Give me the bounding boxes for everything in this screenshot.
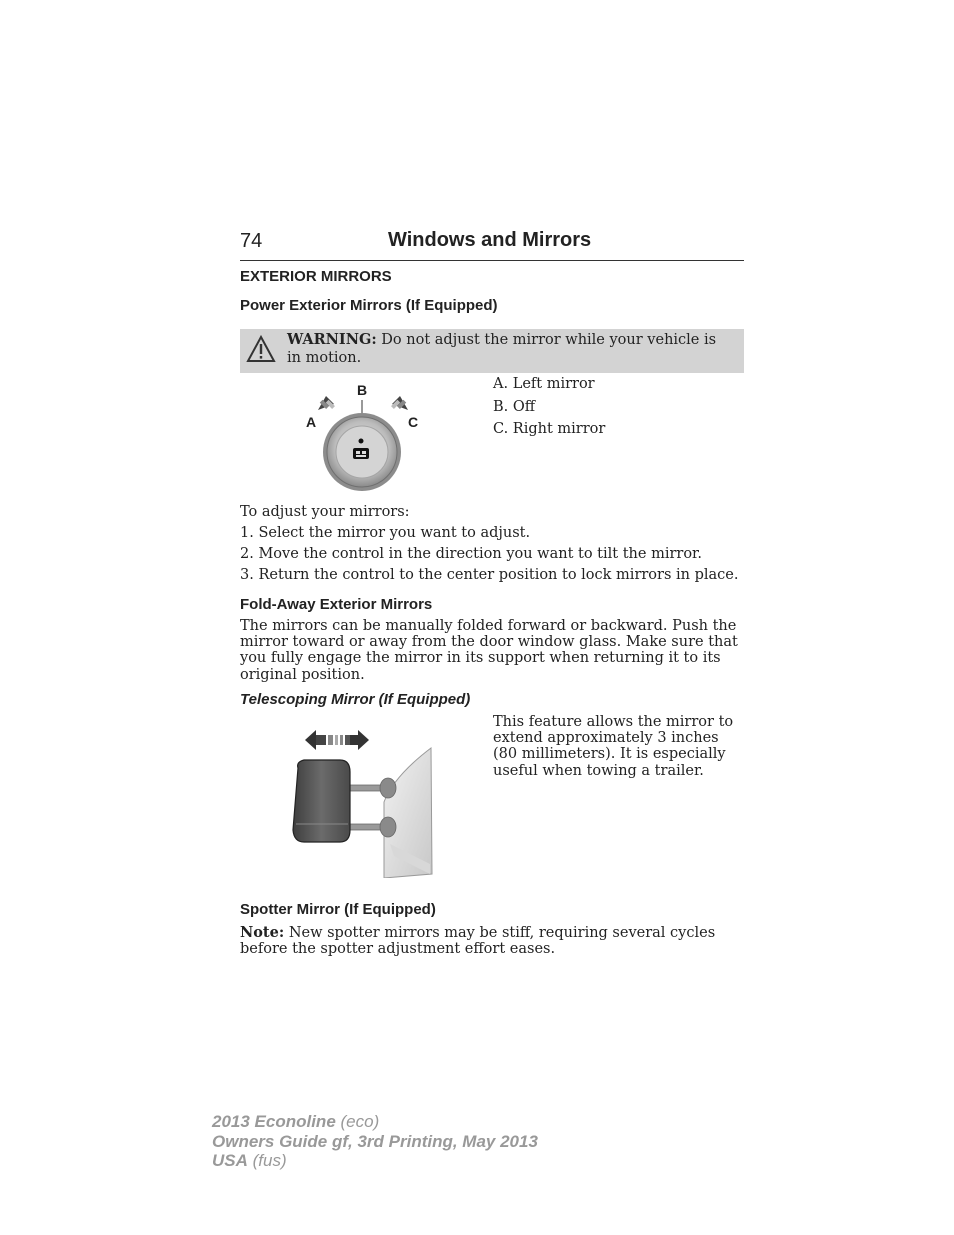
mirror-symbol-icon xyxy=(353,448,369,459)
label-a: A xyxy=(305,414,317,430)
page-footer xyxy=(212,1112,538,1171)
mirror-control-figure xyxy=(298,378,428,496)
spotter-heading: Spotter Mirror (If Equipped) xyxy=(240,901,436,918)
power-mirrors-heading: Power Exterior Mirrors (If Equipped) xyxy=(240,297,498,314)
double-arrow-icon xyxy=(305,730,369,750)
telescoping-mirror-figure xyxy=(284,726,436,878)
legend-item-c: C. Right mirror xyxy=(493,421,606,437)
telescoping-text: This feature allows the mirror to extend approximately 3 inches (80 millimeters). It is especially useful when towing a trailer. xyxy=(493,714,734,779)
footer-guide: Owners Guide gf, 3rd Printing, May 2013 xyxy=(212,1131,538,1151)
legend-item-a: A. Left mirror xyxy=(493,376,595,392)
footer-model: 2013 Econoline xyxy=(212,1112,336,1131)
warning-label: WARNING: xyxy=(287,331,377,348)
label-c: C xyxy=(407,414,419,430)
legend-item-b: B. Off xyxy=(493,399,536,415)
right-arrow-icon xyxy=(391,396,408,410)
footer-region: USA xyxy=(212,1151,248,1170)
step-2: 2. Move the control in the direction you want to tilt the mirror. xyxy=(240,546,703,562)
step-1: 1. Select the mirror you want to adjust. xyxy=(240,525,531,541)
page-header xyxy=(240,228,744,261)
chapter-title: Windows and Mirrors xyxy=(388,229,592,251)
warning-text xyxy=(287,331,727,367)
step-3: 3. Return the control to the center position to lock mirrors in place. xyxy=(240,567,739,583)
footer-model-line xyxy=(212,1112,538,1132)
note-text: New spotter mirrors may be stiff, requiring several cycles before the spotter adjustment effort eases. xyxy=(240,925,716,958)
warning-message: Do not adjust the mirror while your vehicle is in motion. xyxy=(287,332,717,366)
note-label: Note: xyxy=(240,924,285,941)
page-number: 74 xyxy=(240,230,263,252)
label-b: B xyxy=(356,382,368,398)
fold-away-text: The mirrors can be manually folded forward or backward. Push the mirror toward or away from the door window glass. Make sure that you fully engage the mirror in its support when returning it to its original position. xyxy=(240,618,738,683)
adjust-intro: To adjust your mirrors: xyxy=(240,504,410,520)
footer-region-code: (fus) xyxy=(252,1151,287,1170)
warning-box xyxy=(240,329,744,373)
warning-triangle-icon xyxy=(246,335,276,363)
footer-model-code: (eco) xyxy=(340,1112,380,1131)
left-arrow-icon xyxy=(318,396,335,410)
telescoping-heading: Telescoping Mirror (If Equipped) xyxy=(240,691,471,708)
spotter-note xyxy=(240,925,735,957)
section-title: EXTERIOR MIRRORS xyxy=(240,268,392,285)
mirror-head xyxy=(293,760,350,842)
fold-away-heading: Fold-Away Exterior Mirrors xyxy=(240,596,433,613)
footer-region-line xyxy=(212,1151,538,1171)
